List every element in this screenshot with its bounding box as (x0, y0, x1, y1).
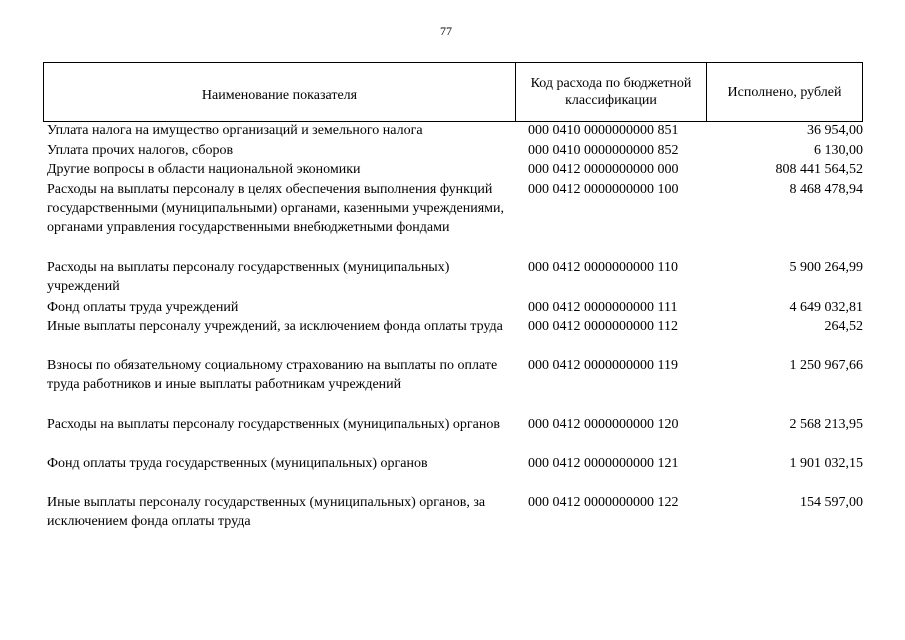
row-amount: 808 441 564,52 (775, 162, 863, 177)
row-amount: 8 468 478,94 (789, 182, 863, 197)
row-name: Расходы на выплаты персоналу в целях обеспечения выполнения функций государственными (муниципальными) органами, казенными учреждениями, органами управления государственными внебюджетными фондами (47, 182, 504, 235)
row-amount: 5 900 264,99 (789, 260, 863, 275)
row-code: 000 0412 0000000000 122 (528, 495, 679, 510)
row-name: Фонд оплаты труда государственных (муниципальных) органов (47, 456, 428, 471)
row-code: 000 0410 0000000000 851 (528, 123, 679, 138)
row-amount: 2 568 213,95 (789, 417, 863, 432)
row-code: 000 0412 0000000000 110 (528, 260, 678, 275)
row-code: 000 0410 0000000000 852 (528, 143, 679, 158)
column-header-amount: Исполнено, рублей (727, 84, 842, 100)
row-name: Другие вопросы в области национальной экономики (47, 162, 361, 177)
row-name: Расходы на выплаты персоналу государственных (муниципальных) органов (47, 417, 500, 432)
row-amount: 36 954,00 (807, 123, 863, 138)
row-name: Уплата прочих налогов, сборов (47, 143, 234, 158)
row-code: 000 0412 0000000000 120 (528, 417, 679, 432)
row-code: 000 0412 0000000000 119 (528, 358, 678, 373)
row-amount: 6 130,00 (814, 143, 863, 158)
column-header-code: Код расхода по бюджетной классификации (516, 63, 707, 121)
table-header (43, 62, 863, 122)
row-code: 000 0412 0000000000 111 (528, 300, 678, 315)
row-amount: 264,52 (824, 319, 863, 334)
row-amount: 4 649 032,81 (789, 300, 863, 315)
row-code: 000 0412 0000000000 100 (528, 182, 679, 197)
row-code: 000 0412 0000000000 000 (528, 162, 679, 177)
column-header-name: Наименование показателя (44, 63, 516, 121)
row-name: Иные выплаты персоналу государственных (муниципальных) органов, за исключением фонда оплаты труда (47, 495, 486, 529)
row-name: Уплата налога на имущество организаций и земельного налога (47, 123, 423, 138)
row-name: Иные выплаты персоналу учреждений, за исключением фонда оплаты труда (47, 319, 503, 334)
row-name: Взносы по обязательному социальному страхованию на выплаты по оплате труда работников и иные выплаты работникам учреждений (47, 358, 498, 392)
row-name: Расходы на выплаты персоналу государственных (муниципальных) учреждений (47, 260, 450, 294)
row-code: 000 0412 0000000000 112 (528, 319, 678, 334)
row-amount: 1 901 032,15 (789, 456, 863, 471)
row-amount: 1 250 967,66 (789, 358, 863, 373)
row-name: Фонд оплаты труда учреждений (47, 300, 239, 315)
row-code: 000 0412 0000000000 121 (528, 456, 679, 471)
row-amount: 154 597,00 (800, 495, 863, 510)
page-number: 77 (440, 24, 452, 38)
